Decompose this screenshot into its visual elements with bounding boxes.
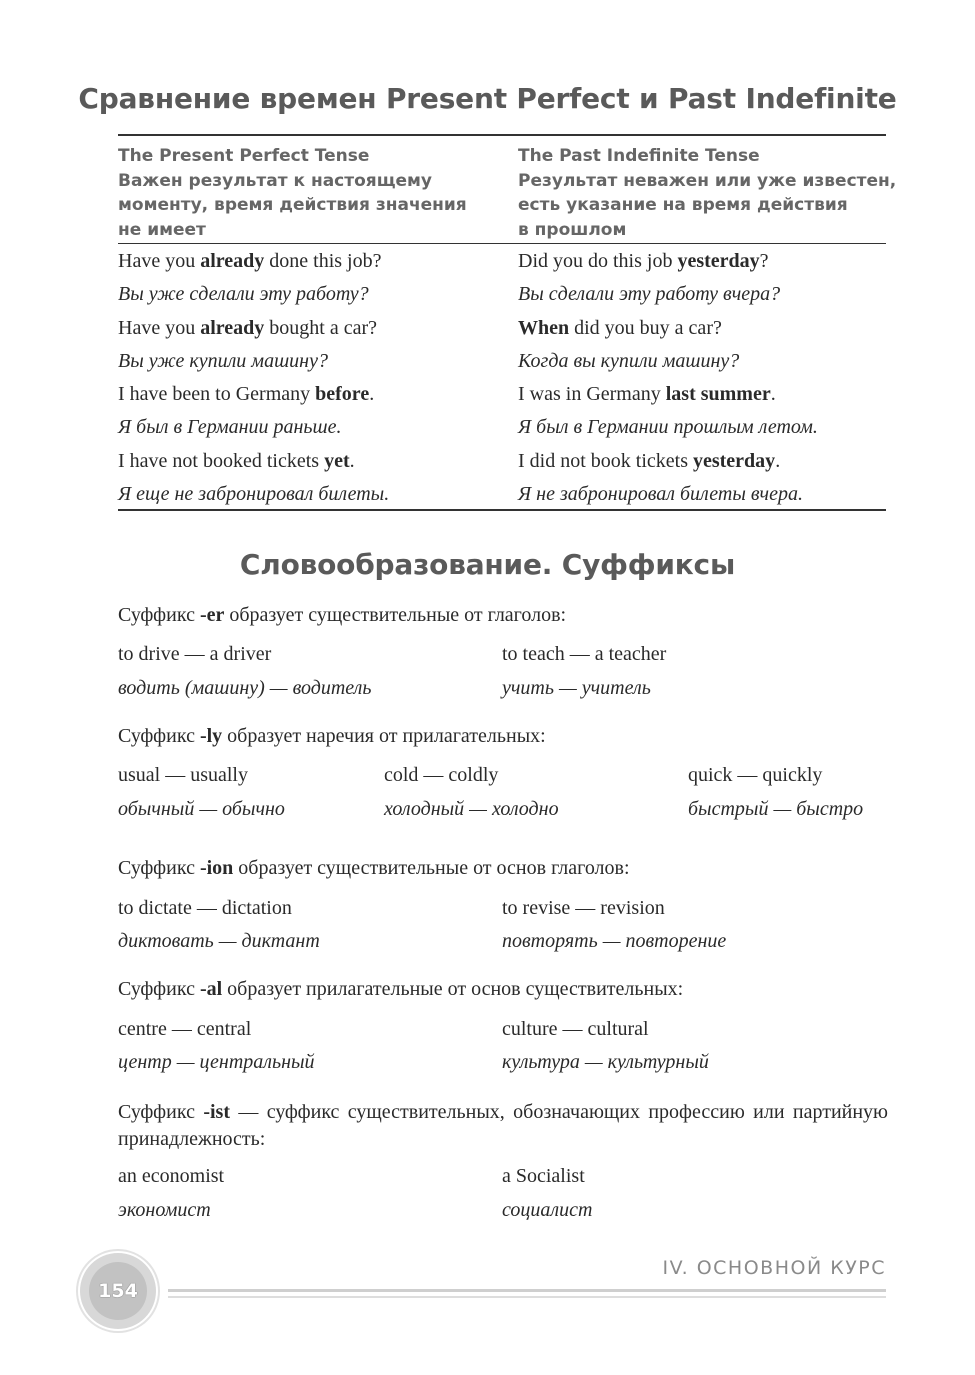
suffix-al-rule: Суффикс -al образует прилагательные от основ существительных: — [118, 978, 684, 1000]
table-bottom-rule — [118, 509, 886, 511]
page-number: 154 — [89, 1262, 147, 1320]
table-cell: I have not booked tickets yet. — [118, 450, 355, 472]
table-cell: I have been to Germany before. — [118, 383, 375, 405]
column-header-past-indefinite — [518, 144, 898, 242]
example-ru: холодный — холодно — [384, 798, 559, 820]
section-title-tenses: Сравнение времен Present Perfect и Past Indefinite — [78, 82, 897, 115]
example-en: to drive — a driver — [118, 643, 272, 665]
example-en: usual — usually — [118, 764, 248, 786]
example-en: to dictate — dictation — [118, 897, 292, 919]
footer-rule — [168, 1296, 886, 1298]
column-header-line: The Past Indefinite Tense — [518, 146, 760, 166]
column-header-present-perfect — [118, 144, 498, 242]
column-header-line: Результат неважен или уже известен, — [518, 170, 897, 191]
example-en: quick — quickly — [688, 764, 823, 786]
table-cell-translation: Вы уже купили машину? — [118, 350, 328, 372]
column-header-line: The Present Perfect Tense — [118, 146, 370, 166]
running-section-label: IV. ОСНОВНОЙ КУРС — [662, 1257, 886, 1279]
column-header-line: моменту, время действия значения — [118, 195, 467, 215]
table-cell-translation: Я был в Германии прошлым летом. — [518, 416, 818, 438]
example-ru: учить — учитель — [502, 677, 651, 699]
page-number-badge — [80, 1253, 156, 1329]
table-cell: Did you do this job yesterday? — [518, 250, 769, 272]
example-ru: быстрый — быстро — [688, 798, 864, 820]
suffix-ist-rule: Суффикс -ist — суффикс существительных, обозначающих профессию или партийную принадлежность: — [118, 1101, 888, 1150]
example-en: cold — coldly — [384, 764, 499, 786]
example-ru: повторять — повторение — [502, 930, 727, 952]
example-ru: диктовать — диктант — [118, 930, 320, 952]
example-en: a Socialist — [502, 1165, 585, 1187]
section-title-suffixes: Словообразование. Суффиксы — [239, 548, 736, 581]
example-en: culture — cultural — [502, 1018, 649, 1040]
example-en: to teach — a teacher — [502, 643, 667, 665]
column-header-line: не имеет — [118, 219, 206, 240]
column-header-line: есть указание на время действия — [518, 195, 848, 215]
table-cell: Have you already done this job? — [118, 250, 382, 272]
table-cell-translation: Я был в Германии раньше. — [118, 416, 342, 438]
example-en: to revise — revision — [502, 897, 665, 919]
suffix-ly-rule: Суффикс -ly образует наречия от прилагательных: — [118, 725, 546, 747]
example-ru: обычный — обычно — [118, 798, 285, 820]
suffix-ion-rule: Суффикс -ion образует существительные от основ глаголов: — [118, 857, 630, 879]
table-cell-translation: Вы уже сделали эту работу? — [118, 283, 369, 305]
example-ru: культура — культурный — [502, 1051, 709, 1073]
suffix-er-rule: Суффикс -er образует существительные от глаголов: — [118, 604, 567, 626]
table-cell: When did you buy a car? — [518, 317, 722, 339]
table-cell-translation: Я не забронировал билеты вчера. — [518, 483, 803, 505]
example-ru: центр — центральный — [118, 1051, 315, 1073]
table-cell-translation: Вы сделали эту работу вчера? — [518, 283, 781, 305]
example-en: centre — central — [118, 1018, 252, 1040]
table-cell-translation: Я еще не забронировал билеты. — [118, 483, 390, 505]
example-ru: водить (машину) — водитель — [118, 677, 372, 699]
table-cell: I was in Germany last summer. — [518, 383, 776, 405]
example-ru: социалист — [502, 1199, 593, 1221]
column-header-line: Важен результат к настоящему — [118, 170, 432, 191]
example-ru: экономист — [118, 1199, 211, 1221]
column-header-line: в прошлом — [518, 219, 627, 240]
table-cell: Have you already bought a car? — [118, 317, 378, 339]
footer-rule — [168, 1289, 886, 1292]
table-top-rule — [118, 134, 886, 136]
table-cell-translation: Когда вы купили машину? — [518, 350, 740, 372]
table-header-rule — [118, 243, 886, 244]
example-en: an economist — [118, 1165, 225, 1187]
table-cell: I did not book tickets yesterday. — [518, 450, 781, 472]
